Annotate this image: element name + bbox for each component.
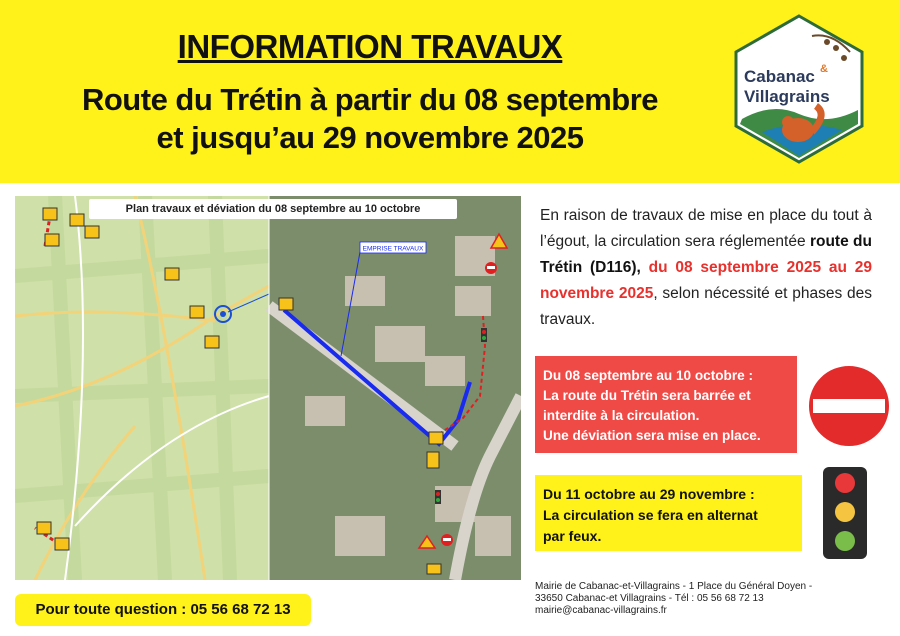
phase2-line2: La circulation se fera en alternat <box>543 507 758 523</box>
phase1-box <box>535 356 797 453</box>
contact-block <box>535 581 865 617</box>
intro-text-part2: , selon nécessité et phases des travaux. <box>540 285 872 328</box>
page-subtitle-line2: et jusqu’au 29 novembre 2025 <box>156 120 584 155</box>
phone-banner[interactable]: Pour toute question : 05 56 68 72 13 <box>15 594 311 626</box>
contact-line2: 33650 Cabanac-et Villagrains - Tél : 05 56 68 72 13 <box>535 593 764 604</box>
page-subtitle-line1: Route du Trétin à partir du 08 septembre <box>81 82 658 117</box>
page-title: INFORMATION TRAVAUX <box>177 28 563 65</box>
emprise-travaux-label: EMPRISE TRAVAUX <box>362 245 424 253</box>
phase1-line3: interdite à la circulation. <box>543 408 700 423</box>
works-map <box>15 196 521 580</box>
intro-dates: du 08 septembre 2025 au 29 novembre 2025 <box>540 259 872 302</box>
intro-road-name: route du Trétin (D116), <box>540 233 872 276</box>
traffic-light-icon <box>822 466 868 560</box>
intro-text-part1: En raison de travaux de mise en place du tout à l’égout, la circulation sera réglementée <box>540 207 872 250</box>
no-entry-sign-icon <box>806 356 892 456</box>
phase2-box <box>535 475 802 551</box>
intro-paragraph <box>540 203 872 333</box>
logo-text-villagrains: Villagrains <box>744 87 830 106</box>
town-logo <box>732 14 866 164</box>
phase1-line2: La route du Trétin sera barrée et <box>543 388 751 403</box>
header-banner <box>0 0 900 183</box>
phase1-title: Du 08 septembre au 10 octobre : <box>543 368 754 383</box>
logo-text-cabanac: Cabanac <box>744 67 815 86</box>
phase1-line4: Une déviation sera mise en place. <box>543 428 761 443</box>
map-caption: Plan travaux et déviation du 08 septembre au 10 octobre <box>89 199 457 219</box>
logo-text-amp: & <box>820 63 828 75</box>
phase2-title: Du 11 octobre au 29 novembre : <box>543 486 755 502</box>
contact-line1: Mairie de Cabanac-et-Villagrains - 1 Place du Général Doyen - <box>535 581 813 592</box>
phase2-line3: par feux. <box>543 528 602 544</box>
contact-email[interactable]: mairie@cabanac-villagrains.fr <box>535 605 667 616</box>
